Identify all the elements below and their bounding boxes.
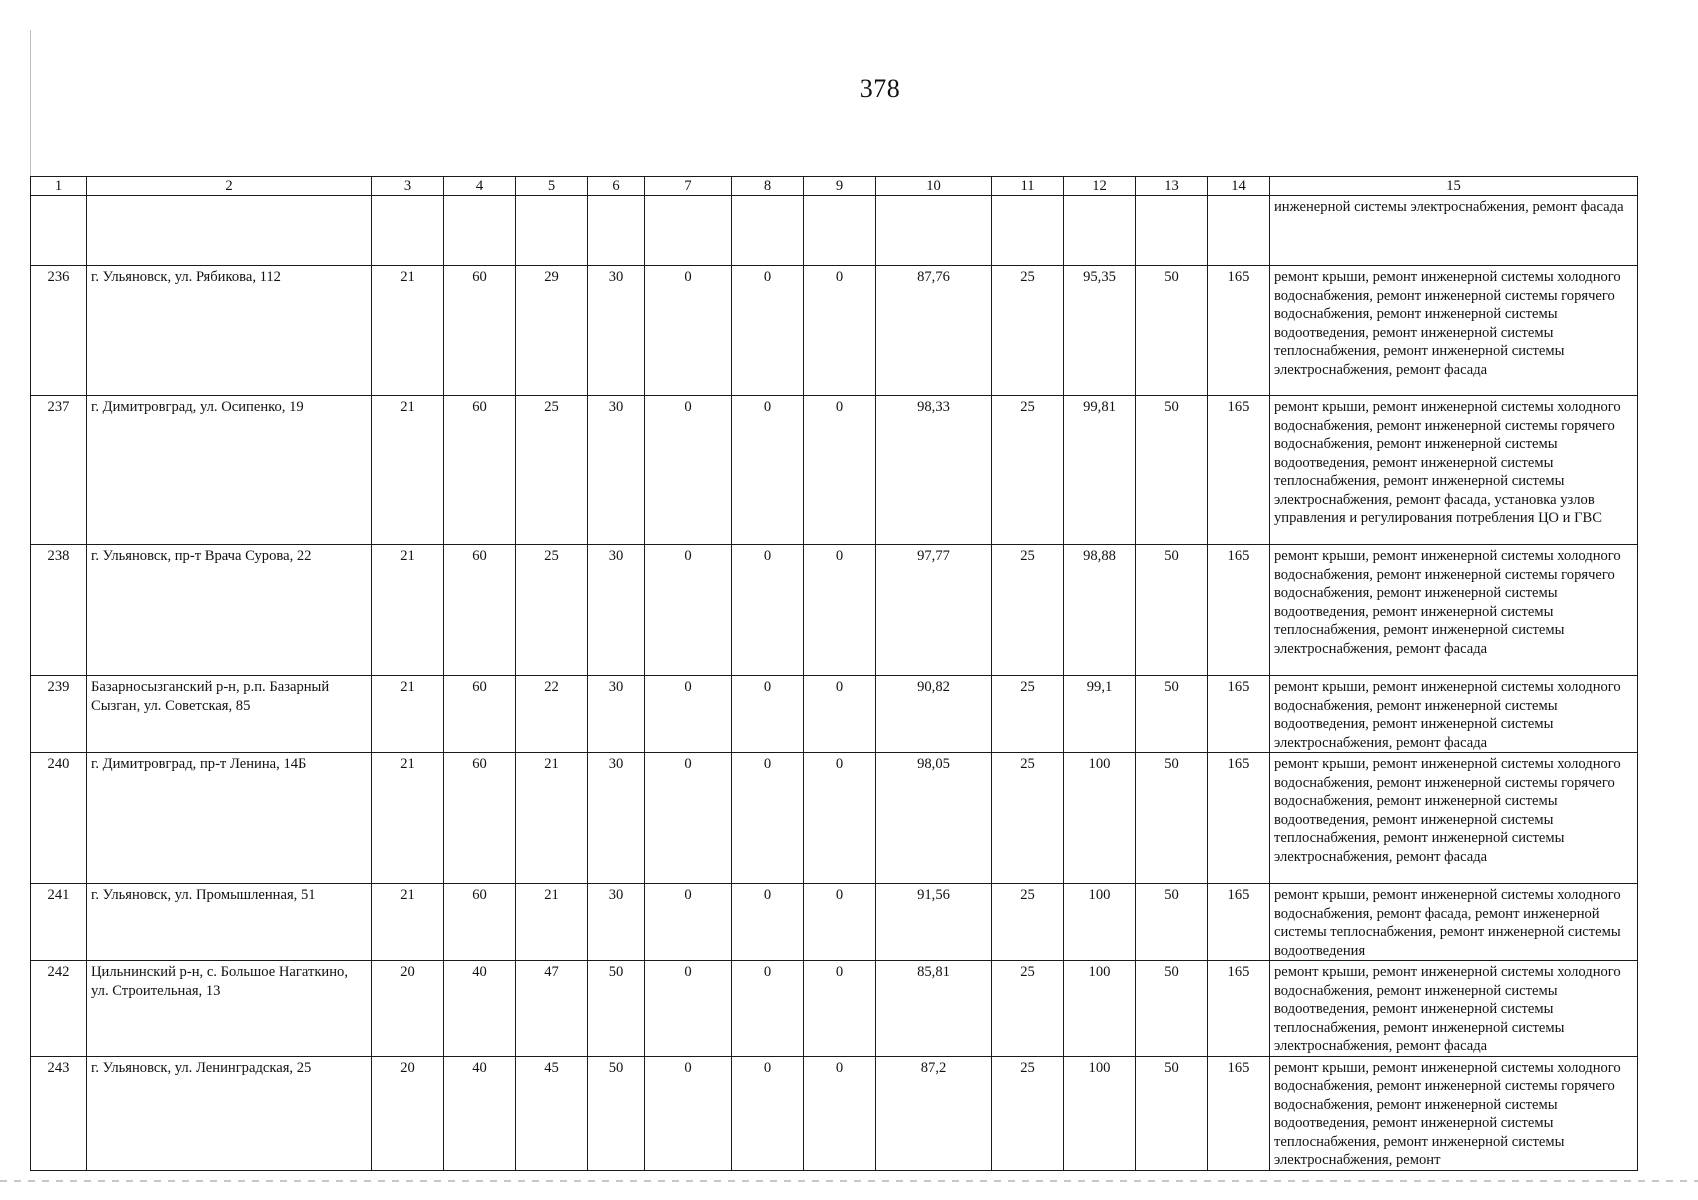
address-cell: г. Ульяновск, ул. Промышленная, 51 [87,884,372,961]
value-cell: 165 [1208,545,1270,676]
value-cell: 0 [645,1056,732,1170]
value-cell: 165 [1208,396,1270,545]
header-cell: 1 [31,177,87,196]
value-cell: 50 [1136,266,1208,396]
value-cell: 100 [1064,753,1136,884]
value-cell: 0 [804,676,876,753]
value-cell: 47 [516,961,588,1057]
works-cell: ремонт крыши, ремонт инженерной системы холодного водоснабжения, ремонт инженерной системы горячего водоснабжения, ремонт инженерной системы водоотведения, ремонт инженерной системы теплоснабжения, ремонт инженерной системы электроснабжения, ремонт фасада [1270,266,1638,396]
value-cell: 0 [732,545,804,676]
value-cell: 100 [1064,961,1136,1057]
value-cell: 21 [516,753,588,884]
value-cell: 30 [588,266,645,396]
value-cell: 45 [516,1056,588,1170]
table-row [31,676,1638,753]
address-cell: г. Ульяновск, ул. Ленинградская, 25 [87,1056,372,1170]
value-cell: 0 [732,266,804,396]
value-cell: 22 [516,676,588,753]
value-cell: 60 [444,884,516,961]
empty-cell [372,196,444,266]
value-cell: 30 [588,396,645,545]
value-cell: 60 [444,753,516,884]
value-cell: 165 [1208,753,1270,884]
works-cell: ремонт крыши, ремонт инженерной системы холодного водоснабжения, ремонт инженерной системы горячего водоснабжения, ремонт инженерной системы водоотведения, ремонт инженерной системы теплоснабжения, ремонт инженерной системы электроснабжения, ремонт фасада [1270,753,1638,884]
value-cell: 100 [1064,884,1136,961]
empty-cell [31,196,87,266]
value-cell: 50 [1136,396,1208,545]
value-cell: 0 [645,753,732,884]
value-cell: 50 [1136,961,1208,1057]
value-cell: 87,2 [876,1056,992,1170]
value-cell: 21 [516,884,588,961]
address-cell: Базарносызганский р-н, р.п. Базарный Сызган, ул. Советская, 85 [87,676,372,753]
table-row-continuation [31,196,1638,266]
header-cell: 15 [1270,177,1638,196]
value-cell: 25 [992,676,1064,753]
header-cell: 2 [87,177,372,196]
value-cell: 25 [992,396,1064,545]
value-cell: 50 [1136,1056,1208,1170]
table-row [31,396,1638,545]
empty-cell [645,196,732,266]
value-cell: 25 [992,884,1064,961]
value-cell: 98,88 [1064,545,1136,676]
header-cell: 8 [732,177,804,196]
value-cell: 60 [444,676,516,753]
value-cell: 0 [732,753,804,884]
value-cell: 25 [516,545,588,676]
value-cell: 40 [444,961,516,1057]
works-cell: ремонт крыши, ремонт инженерной системы холодного водоснабжения, ремонт инженерной системы водоотведения, ремонт инженерной системы теплоснабжения, ремонт инженерной системы электроснабжения, ремонт фасада [1270,961,1638,1057]
value-cell: 50 [1136,676,1208,753]
works-cell: ремонт крыши, ремонт инженерной системы холодного водоснабжения, ремонт инженерной системы водоотведения, ремонт инженерной системы электроснабжения, ремонт фасада [1270,676,1638,753]
empty-cell [1064,196,1136,266]
table-row [31,753,1638,884]
empty-cell [444,196,516,266]
value-cell: 95,35 [1064,266,1136,396]
table-row [31,266,1638,396]
value-cell: 0 [645,961,732,1057]
works-cell: ремонт крыши, ремонт инженерной системы холодного водоснабжения, ремонт фасада, ремонт инженерной системы теплоснабжения, ремонт инженерной системы водоотведения [1270,884,1638,961]
value-cell: 21 [372,753,444,884]
value-cell: 40 [444,1056,516,1170]
value-cell: 165 [1208,961,1270,1057]
value-cell: 99,1 [1064,676,1136,753]
value-cell: 0 [804,396,876,545]
value-cell: 25 [516,396,588,545]
header-cell: 11 [992,177,1064,196]
header-cell: 10 [876,177,992,196]
header-cell: 13 [1136,177,1208,196]
empty-cell [876,196,992,266]
value-cell: 20 [372,1056,444,1170]
empty-cell [588,196,645,266]
value-cell: 50 [588,961,645,1057]
row-number: 243 [31,1056,87,1170]
registry-table [30,176,1638,1171]
value-cell: 20 [372,961,444,1057]
header-cell: 4 [444,177,516,196]
address-cell: г. Димитровград, пр-т Ленина, 14Б [87,753,372,884]
address-cell: г. Димитровград, ул. Осипенко, 19 [87,396,372,545]
empty-cell [1208,196,1270,266]
value-cell: 30 [588,545,645,676]
table-row [31,1056,1638,1170]
works-cell: ремонт крыши, ремонт инженерной системы холодного водоснабжения, ремонт инженерной системы горячего водоснабжения, ремонт инженерной системы водоотведения, ремонт инженерной системы теплоснабжения, ремонт инженерной системы электроснабжения, ремонт фасада [1270,545,1638,676]
table-row [31,961,1638,1057]
page-number: 378 [859,74,901,103]
works-cell: ремонт крыши, ремонт инженерной системы холодного водоснабжения, ремонт инженерной системы горячего водоснабжения, ремонт инженерной системы водоотведения, ремонт инженерной системы теплоснабжения, ремонт инженерной системы электроснабжения, ремонт [1270,1056,1638,1170]
value-cell: 21 [372,676,444,753]
value-cell: 50 [1136,753,1208,884]
value-cell: 50 [1136,884,1208,961]
value-cell: 60 [444,396,516,545]
value-cell: 165 [1208,1056,1270,1170]
value-cell: 99,81 [1064,396,1136,545]
value-cell: 29 [516,266,588,396]
header-cell: 7 [645,177,732,196]
value-cell: 90,82 [876,676,992,753]
value-cell: 30 [588,884,645,961]
table-row [31,884,1638,961]
scan-artifact-bottom [0,1180,1698,1182]
value-cell: 85,81 [876,961,992,1057]
value-cell: 25 [992,266,1064,396]
value-cell: 165 [1208,676,1270,753]
address-cell: Цильнинский р-н, с. Большое Нагаткино, ул. Строительная, 13 [87,961,372,1057]
value-cell: 21 [372,266,444,396]
row-number: 241 [31,884,87,961]
empty-cell [1136,196,1208,266]
empty-cell [992,196,1064,266]
value-cell: 100 [1064,1056,1136,1170]
value-cell: 0 [732,961,804,1057]
empty-cell [804,196,876,266]
row-number: 238 [31,545,87,676]
value-cell: 60 [444,266,516,396]
value-cell: 0 [804,884,876,961]
value-cell: 25 [992,545,1064,676]
value-cell: 0 [645,884,732,961]
value-cell: 30 [588,676,645,753]
value-cell: 0 [804,961,876,1057]
table-header-row [31,177,1638,196]
value-cell: 97,77 [876,545,992,676]
value-cell: 0 [645,545,732,676]
value-cell: 87,76 [876,266,992,396]
works-cell: инженерной системы электроснабжения, ремонт фасада [1270,196,1638,266]
header-cell: 14 [1208,177,1270,196]
value-cell: 0 [804,266,876,396]
value-cell: 50 [1136,545,1208,676]
empty-cell [516,196,588,266]
works-cell: ремонт крыши, ремонт инженерной системы холодного водоснабжения, ремонт инженерной системы горячего водоснабжения, ремонт инженерной системы водоотведения, ремонт инженерной системы теплоснабжения, ремонт инженерной системы электроснабжения, ремонт фасада, установка узлов управления и регулирования потребления ЦО и ГВС [1270,396,1638,545]
row-number: 242 [31,961,87,1057]
value-cell: 98,33 [876,396,992,545]
value-cell: 25 [992,753,1064,884]
row-number: 239 [31,676,87,753]
value-cell: 0 [732,676,804,753]
header-cell: 3 [372,177,444,196]
value-cell: 165 [1208,266,1270,396]
address-cell: г. Ульяновск, ул. Рябикова, 112 [87,266,372,396]
value-cell: 0 [645,266,732,396]
value-cell: 0 [804,753,876,884]
value-cell: 0 [645,396,732,545]
value-cell: 165 [1208,884,1270,961]
value-cell: 98,05 [876,753,992,884]
value-cell: 0 [804,1056,876,1170]
value-cell: 60 [444,545,516,676]
empty-cell [732,196,804,266]
table-row [31,545,1638,676]
address-cell: г. Ульяновск, пр-т Врача Сурова, 22 [87,545,372,676]
value-cell: 21 [372,884,444,961]
value-cell: 21 [372,545,444,676]
header-cell: 6 [588,177,645,196]
value-cell: 0 [804,545,876,676]
value-cell: 0 [732,1056,804,1170]
value-cell: 0 [732,884,804,961]
row-number: 240 [31,753,87,884]
value-cell: 0 [645,676,732,753]
header-cell: 5 [516,177,588,196]
header-cell: 12 [1064,177,1136,196]
value-cell: 91,56 [876,884,992,961]
row-number: 236 [31,266,87,396]
value-cell: 0 [732,396,804,545]
empty-cell [87,196,372,266]
value-cell: 21 [372,396,444,545]
value-cell: 25 [992,961,1064,1057]
value-cell: 50 [588,1056,645,1170]
value-cell: 25 [992,1056,1064,1170]
value-cell: 30 [588,753,645,884]
row-number: 237 [31,396,87,545]
header-cell: 9 [804,177,876,196]
